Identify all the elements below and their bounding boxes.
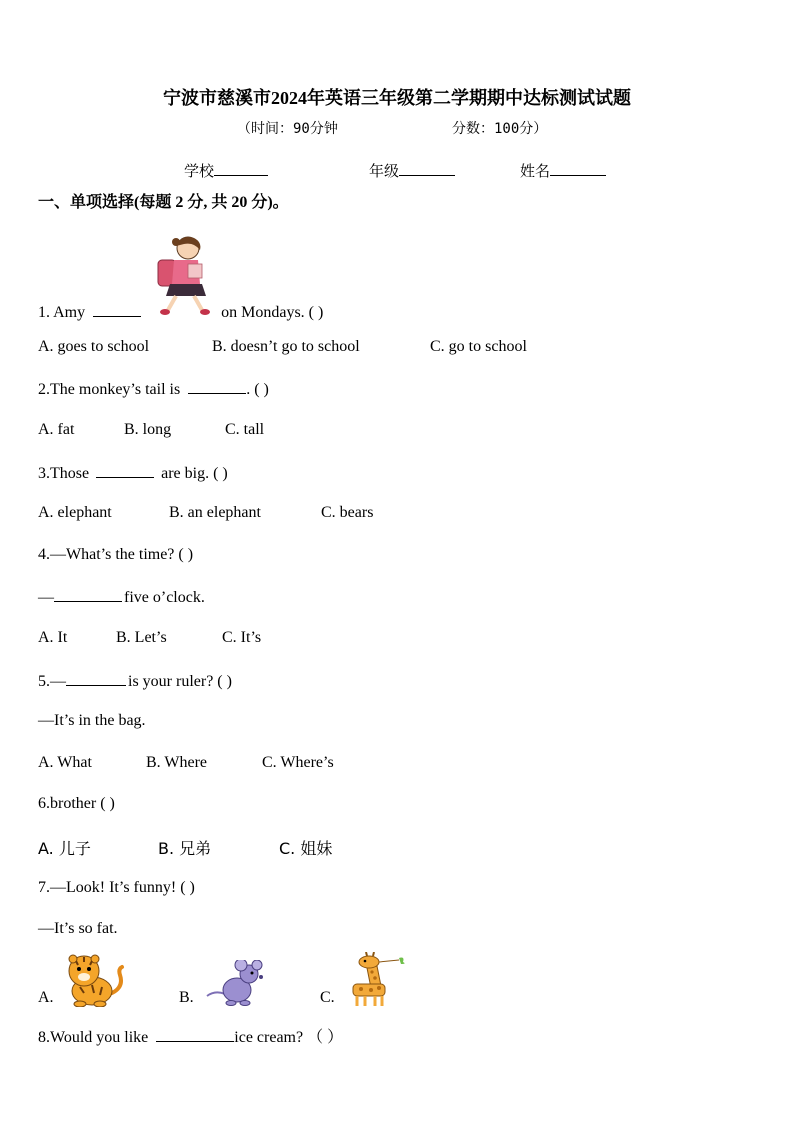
q7-option-c: C.	[320, 989, 335, 1006]
question-3	[38, 463, 228, 483]
q5-option-c: C. Where’s	[262, 754, 334, 771]
q6-option-c: C. 姐妹	[279, 839, 333, 858]
q3-blank	[96, 463, 154, 478]
q4-option-b: B. Let’s	[116, 629, 167, 646]
grade-blank	[399, 161, 455, 176]
question-5	[38, 671, 232, 691]
q4-option-c: C. It’s	[222, 629, 262, 646]
q5-stem-end: is your ruler? ( )	[128, 673, 232, 690]
q7-line-1: 7.—Look! It’s funny! ( )	[38, 879, 195, 896]
school-field	[184, 160, 268, 181]
q8-stem-start: 8.Would you like	[38, 1029, 149, 1046]
q2-option-b: B. long	[124, 421, 172, 438]
q2-option-c: C. tall	[225, 421, 265, 438]
question-1	[38, 302, 323, 322]
q6-line-1: 6.brother ( )	[38, 795, 115, 812]
q1-stem-end: on Mondays. ( )	[221, 304, 324, 321]
tiger-icon	[62, 953, 126, 1007]
exam-score: 分数：100分）	[452, 121, 548, 137]
q3-stem-start: 3.Those	[38, 465, 90, 482]
q2-option-a: A. fat	[38, 421, 75, 438]
q6-option-b: B. 兄弟	[158, 839, 212, 858]
q5-blank	[66, 671, 126, 686]
q1-option-a: A. goes to school	[38, 338, 150, 355]
giraffe-icon	[345, 952, 409, 1008]
q3-option-b: B. an elephant	[169, 504, 261, 521]
q4-line-2-end: five o’clock.	[124, 589, 205, 606]
q2-stem-start: 2.The monkey’s tail is	[38, 381, 181, 398]
q8-stem-end: ice cream? （ ）	[234, 1029, 344, 1046]
q4-blank	[54, 587, 122, 602]
q3-option-a: A. elephant	[38, 504, 112, 521]
q2-blank	[188, 379, 246, 394]
section-heading: 一、单项选择(每题 2 分, 共 20 分)。	[38, 194, 289, 211]
q1-option-c: C. go to school	[430, 338, 527, 355]
question-2	[38, 379, 269, 399]
q7-option-a: A.	[38, 989, 54, 1006]
grade-label: 年级	[369, 164, 400, 180]
school-label: 学校	[184, 164, 215, 180]
grade-field	[369, 160, 455, 181]
q6-option-a: A. 儿子	[38, 839, 91, 858]
q8-blank	[156, 1027, 234, 1042]
q1-stem-start: 1. Amy	[38, 304, 86, 321]
q4-dash: —	[38, 589, 54, 606]
q3-stem-end: are big. ( )	[161, 465, 228, 482]
q1-option-b: B. doesn’t go to school	[212, 338, 360, 355]
q4-option-a: A. It	[38, 629, 68, 646]
q1-blank	[93, 302, 141, 317]
q7-option-b: B.	[179, 989, 194, 1006]
question-8	[38, 1024, 343, 1047]
name-blank	[550, 161, 606, 176]
exam-time: （时间：90分钟	[237, 121, 338, 137]
name-field	[520, 160, 606, 181]
q5-option-b: B. Where	[146, 754, 208, 771]
q5-option-a: A. What	[38, 754, 92, 771]
q7-line-2: —It’s so fat.	[38, 920, 118, 937]
q2-stem-end: . ( )	[246, 381, 269, 398]
name-label: 姓名	[520, 164, 551, 180]
page-title: 宁波市慈溪市2024年英语三年级第二学期期中达标测试试题	[163, 88, 631, 108]
q5-line-2: —It’s in the bag.	[38, 712, 146, 729]
q3-option-c: C. bears	[321, 504, 374, 521]
q5-stem-start: 5.—	[38, 673, 66, 690]
mouse-icon	[205, 960, 267, 1006]
school-blank	[214, 161, 268, 176]
q4-line-1: 4.—What’s the time? ( )	[38, 546, 194, 563]
q4-line-2	[38, 587, 205, 607]
